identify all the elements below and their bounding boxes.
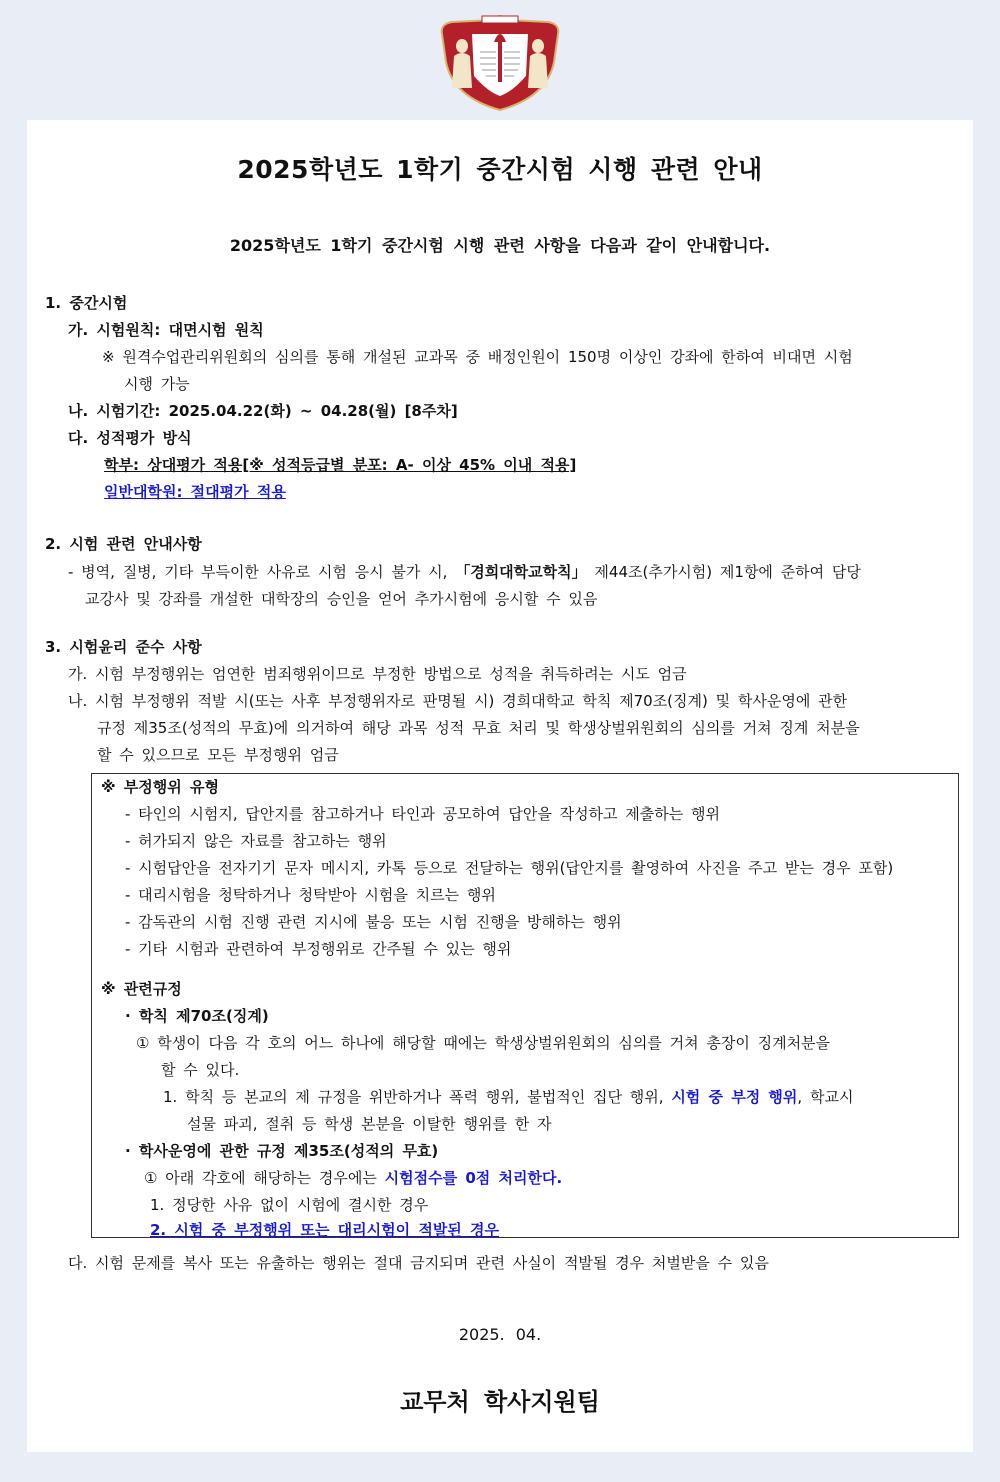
related-rules-heading: ※ 관련규정 (101, 980, 182, 998)
misconduct-type-item: - 허가되지 않은 자료를 참고하는 행위 (125, 832, 387, 850)
section-3-item-b-line-3: 할 수 있으므로 모든 부정행위 엄금 (97, 746, 339, 764)
misconduct-type-item: - 시험답안을 전자기기 문자 메시지, 카톡 등으로 전달하는 행위(답안지를 촬영하여 사진을 주고 받는 경우 포함) (125, 859, 894, 877)
misconduct-type-item: - 대리시험을 청탁하거나 청탁받아 시험을 치르는 행위 (125, 886, 496, 904)
notice-document (27, 120, 973, 1452)
section-2-line-1-pre: - 병역, 질병, 기타 부득이한 사유로 시험 응시 불가 시, (68, 563, 456, 581)
misconduct-type-item: - 기타 시험과 관련하여 부정행위로 간주될 수 있는 행위 (125, 940, 512, 958)
section-2-line-1 (68, 561, 861, 582)
rule-70-item-1-post: , 학교시 (797, 1088, 854, 1106)
section-3-item-b-line-1: 나. 시험 부정행위 적발 시(또는 사후 부정행위자로 판명될 시) 경희대학교 학칙 제70조(징계) 및 학사운영에 관한 (68, 692, 848, 710)
section-1-item-a-note-line-2: 시행 가능 (124, 375, 190, 393)
rule-35-item-1: 1. 정당한 사유 없이 시험에 결시한 경우 (150, 1196, 429, 1214)
section-2-line-2: 교강사 및 강좌를 개설한 대학장의 승인을 얻어 추가시험에 응시할 수 있음 (85, 590, 598, 608)
emblem-icon (432, 12, 568, 112)
section-1-item-a: 가. 시험원칙: 대면시험 원칙 (68, 321, 264, 339)
misconduct-type-item: - 타인의 시험지, 답안지를 참고하거나 타인과 공모하여 답안을 작성하고 제출하는 행위 (125, 805, 721, 823)
rule-70-paragraph-line-1: ① 학생이 다음 각 호의 어느 하나에 해당할 때에는 학생상벌위원회의 심의를 거쳐 총장이 징계처분을 (136, 1034, 831, 1052)
section-1-item-a-note-line-1: ※ 원격수업관리위원회의 심의를 통해 개설된 교과목 중 배정인원이 150명 이상인 강좌에 한하여 비대면 시험 (102, 348, 853, 366)
page-title: 2025학년도 1학기 중간시험 시행 관련 안내 (237, 155, 763, 184)
rule-70-item-1-line-1 (163, 1086, 853, 1107)
university-regulation-ref: 「경희대학교학칙」 (455, 563, 587, 581)
grading-graduate: 일반대학원: 절대평가 적용 (104, 483, 286, 501)
section-3-item-a: 가. 시험 부정행위는 엄연한 범죄행위이므로 부정한 방법으로 성적을 취득하려는 시도 엄금 (68, 665, 687, 683)
university-emblem (432, 12, 568, 112)
rule-35-paragraph-pre: ① 아래 각호에 해당하는 경우에는 (144, 1169, 385, 1187)
section-2-line-1-post: 제44조(추가시험) 제1항에 준하여 담당 (586, 563, 861, 581)
rule-35-paragraph (144, 1167, 562, 1188)
misconduct-types-heading: ※ 부정행위 유형 (101, 778, 219, 796)
section-1-item-b: 나. 시험기간: 2025.04.22(화) ~ 04.28(월) [8주차] (68, 402, 458, 420)
rule-70-item-1-line-2: 설물 파괴, 절취 등 학생 본분을 이탈한 행위를 한 자 (187, 1115, 552, 1133)
rule-70-paragraph-line-2: 할 수 있다. (161, 1061, 240, 1079)
rule-35-title: · 학사운영에 관한 규정 제35조(성적의 무효) (125, 1142, 439, 1160)
section-1-heading: 1. 중간시험 (45, 294, 128, 312)
issuer-team: 교무처 학사지원팀 (400, 1388, 600, 1416)
rule-70-item-1-highlight: 시험 중 부정 행위 (671, 1088, 798, 1106)
rule-70-item-1-pre: 1. 학칙 등 본교의 제 규정을 위반하거나 폭력 행위, 불법적인 집단 행위, (163, 1088, 672, 1106)
rule-35-paragraph-highlight: 시험점수를 0점 처리한다. (384, 1169, 563, 1187)
section-3-item-b-line-2: 규정 제35조(성적의 무효)에 의거하여 해당 과목 성적 무효 처리 및 학생상벌위원회의 심의를 거쳐 징계 처분을 (97, 719, 860, 737)
section-3-heading: 3. 시험윤리 준수 사항 (45, 638, 202, 656)
misconduct-type-item: - 감독관의 시험 진행 관련 지시에 불응 또는 시험 진행을 방해하는 행위 (125, 913, 622, 931)
issue-date: 2025. 04. (458, 1325, 542, 1344)
page-subtitle: 2025학년도 1학기 중간시험 시행 관련 사항을 다음과 같이 안내합니다. (229, 236, 771, 255)
grading-undergraduate: 학부: 상대평가 적용[※ 성적등급별 분포: A- 이상 45% 이내 적용] (104, 456, 577, 474)
rule-35-item-2: 2. 시험 중 부정행위 또는 대리시험이 적발된 경우 (150, 1221, 500, 1239)
misconduct-box (91, 773, 959, 1238)
section-1-item-c: 다. 성적평가 방식 (68, 429, 192, 447)
section-2-heading: 2. 시험 관련 안내사항 (45, 535, 202, 553)
rule-70-title: · 학칙 제70조(징계) (125, 1007, 269, 1025)
section-3-item-c: 다. 시험 문제를 복사 또는 유출하는 행위는 절대 금지되며 관련 사실이 적발될 경우 처벌받을 수 있음 (68, 1254, 769, 1272)
